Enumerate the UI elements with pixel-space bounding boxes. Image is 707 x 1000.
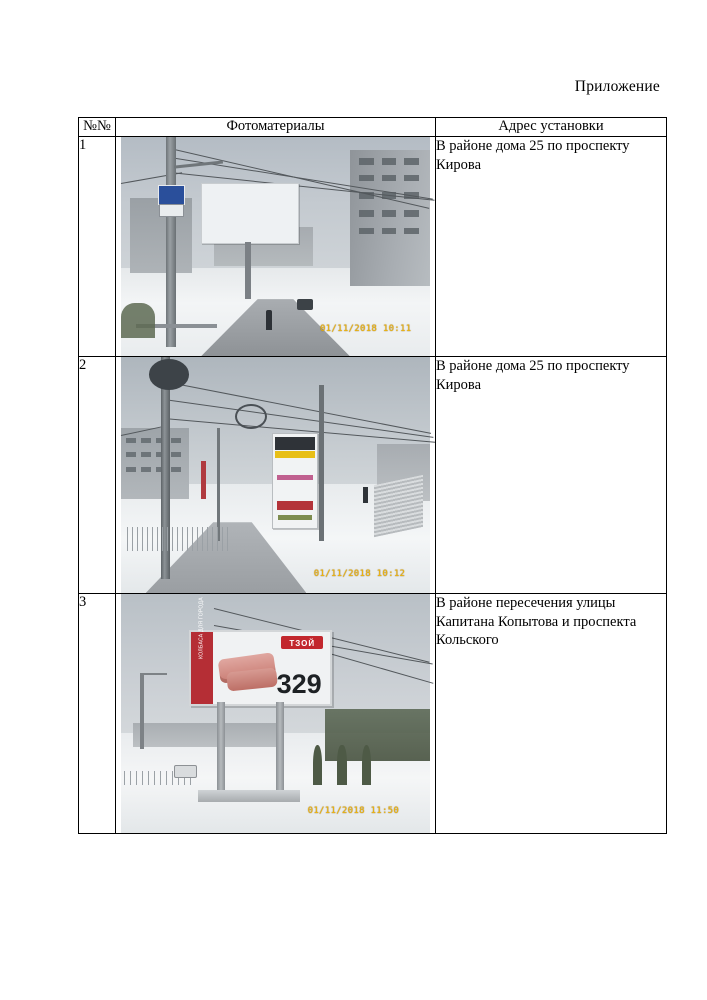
- car: [174, 765, 198, 778]
- utility-pole: [166, 137, 177, 347]
- fence: [127, 527, 232, 551]
- column-header-address: Адрес установки: [436, 118, 667, 137]
- table-header-row: [79, 118, 667, 137]
- photo-cell: [116, 137, 436, 357]
- photo-cell: [116, 594, 436, 834]
- billboard-support-right: [276, 702, 284, 793]
- billboard-face: [189, 630, 332, 706]
- left-building: [121, 428, 189, 499]
- round-road-sign: [149, 359, 189, 390]
- billboard-brand-logo: ТЗОЙ: [281, 636, 323, 649]
- billboard-blank-face: [201, 183, 299, 244]
- photo-citylight-kirova-25: [121, 357, 430, 593]
- address-cell: В районе дома 25 по проспекту Кирова: [436, 137, 667, 357]
- photo-billboard-kirova-25-blank: [121, 137, 430, 356]
- billboard-price-number: 329: [276, 668, 322, 699]
- billboard-side-strip: [191, 632, 213, 704]
- panel-offer-block: [277, 501, 313, 509]
- bush: [121, 303, 155, 338]
- product-image-sausage-second: [226, 667, 278, 691]
- address-cell: В районе дома 25 по проспекту Кирова: [436, 357, 667, 594]
- table-row: [79, 594, 667, 834]
- billboard-support-left: [217, 702, 225, 793]
- right-apartment-building: [350, 150, 430, 286]
- tree: [362, 745, 371, 786]
- panel-logo-block: [275, 451, 315, 458]
- billboard-side-text: [199, 637, 205, 659]
- panel-header-block: [275, 437, 315, 449]
- table-row: [79, 357, 667, 594]
- camera-timestamp: 01/11/2018 11:50: [307, 806, 400, 817]
- column-header-photos: Фотоматериалы: [116, 118, 436, 137]
- page-title: Приложение: [574, 78, 660, 95]
- camera-timestamp: 01/11/2018 10:11: [319, 324, 412, 335]
- row-number: 3: [79, 594, 116, 834]
- panel-text-block: [277, 475, 313, 480]
- row-number: 2: [79, 357, 116, 594]
- street-lamp: [140, 673, 144, 749]
- lamp-post: [217, 428, 221, 541]
- table-row: [79, 137, 667, 357]
- distant-buildings: [133, 723, 281, 747]
- road-sign-white: [159, 204, 184, 217]
- photo-report-table: [78, 117, 667, 834]
- photo-billboard-kolskiy-329: [121, 594, 430, 833]
- row-number: 1: [79, 137, 116, 357]
- car: [297, 299, 312, 310]
- billboard-support: [245, 242, 252, 299]
- stairway: [374, 474, 423, 536]
- pedestrian: [266, 310, 272, 330]
- tree: [337, 745, 346, 786]
- camera-timestamp: 01/11/2018 10:12: [313, 568, 406, 579]
- photo-cell: [116, 357, 436, 594]
- citylight-advertising-panel: [272, 433, 317, 529]
- pedestrian: [363, 487, 369, 504]
- road-sign-blue: [158, 185, 185, 205]
- tree: [313, 745, 322, 786]
- utility-pole: [319, 385, 324, 541]
- address-cell: В районе пересечения улицы Капитана Копытова и проспекта Кольского: [436, 594, 667, 834]
- column-header-number: №№: [79, 118, 116, 137]
- panel-footer-block: [278, 515, 313, 521]
- banner-flag: [201, 461, 206, 499]
- billboard-base: [198, 790, 300, 802]
